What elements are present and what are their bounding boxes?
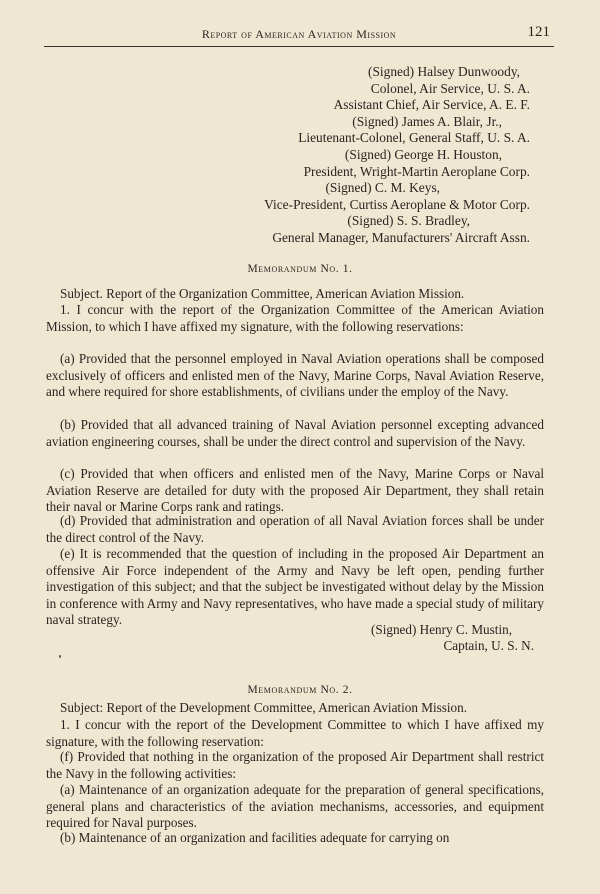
- memo1-item-c: (c) Provided that when officers and enlisted men of the Navy, Marine Corps or Naval Aviation Reserve are detailed for duty with the proposed Air Department, they shall retain their naval or Marine Corps rank and ratings.: [46, 466, 544, 515]
- signature-title: Lieutenant-Colonel, General Staff, U. S. A.: [298, 130, 530, 146]
- signature-title: Vice-President, Curtiss Aeroplane & Motor Corp.: [264, 196, 530, 212]
- memo2-item-a: (a) Maintenance of an organization adequate for the preparation of general specifications, general plans and characteristics of the aviation mechanisms, accessories, and equipment required for Naval purposes.: [46, 782, 544, 831]
- memo2-paragraph-1: 1. I concur with the report of the Development Committee to which I have affixed my signature, with the following reservation:: [46, 717, 544, 749]
- signature-line: (Signed) James A. Blair, Jr.,: [352, 113, 502, 129]
- memo2-heading: Memorandum No. 2.: [247, 684, 353, 696]
- memo1-item-b: (b) Provided that all advanced training of Naval Aviation personnel excepting advanced aviation engineering courses, shall be under the direct control and supervision of the Navy.: [46, 417, 544, 449]
- memo1-item-a: (a) Provided that the personnel employed in Naval Aviation operations shall be composed exclusively of officers and enlisted men of the Navy, Marine Corps, Naval Aviation Reserve, and where required for shore establishments, of civilians under the employ of the Navy.: [46, 351, 544, 400]
- memo1-item-d: (d) Provided that administration and operation of all Naval Aviation forces shall be under the direct control of the Navy.: [46, 513, 544, 545]
- memo1-heading: Memorandum No. 1.: [247, 263, 353, 275]
- page-number: 121: [527, 24, 550, 40]
- paper-speck: [59, 655, 61, 658]
- memo1-item-e: (e) It is recommended that the question of including in the proposed Air Department an offensive Air Force independent of the Army and Navy be left open, pending further investigation of this subject; and that the subject be investigated without delay by the Mission in conference with Army and Navy representatives, who have made a special study of military naval strategy.: [46, 546, 544, 628]
- signature-block: [264, 64, 530, 247]
- memo2-subject: Subject: Report of the Development Committee, American Aviation Mission.: [60, 700, 468, 715]
- signature-title: President, Wright-Martin Aeroplane Corp.: [303, 163, 530, 179]
- signature-title: Assistant Chief, Air Service, A. E. F.: [333, 97, 530, 113]
- memo1-signature: (Signed) Henry C. Mustin,: [370, 622, 512, 637]
- memo2-item-f: (f) Provided that nothing in the organization of the proposed Air Department shall restrict the Navy in the following activities:: [46, 749, 544, 781]
- signature-line: (Signed) S. S. Bradley,: [347, 213, 470, 229]
- signature-title: General Manager, Manufacturers' Aircraft Assn.: [272, 229, 530, 245]
- memo1-subject: Subject. Report of the Organization Committee, American Aviation Mission.: [60, 286, 465, 301]
- signature-title: Colonel, Air Service, U. S. A.: [370, 80, 530, 96]
- memo1-rank: Captain, U. S. N.: [443, 638, 534, 653]
- signature-line: (Signed) C. M. Keys,: [325, 180, 440, 196]
- memo2-item-b: (b) Maintenance of an organization and facilities adequate for carrying on: [60, 830, 450, 845]
- memo1-paragraph-1: 1. I concur with the report of the Organization Committee of the American Aviation Mission, to which I have affixed my signature, with the following reservations:: [46, 302, 544, 334]
- page-header: [44, 22, 554, 47]
- signature-line: (Signed) Halsey Dunwoody,: [368, 64, 520, 79]
- running-title: Report of American Aviation Mission: [201, 27, 397, 41]
- signature-line: (Signed) George H. Houston,: [344, 146, 502, 162]
